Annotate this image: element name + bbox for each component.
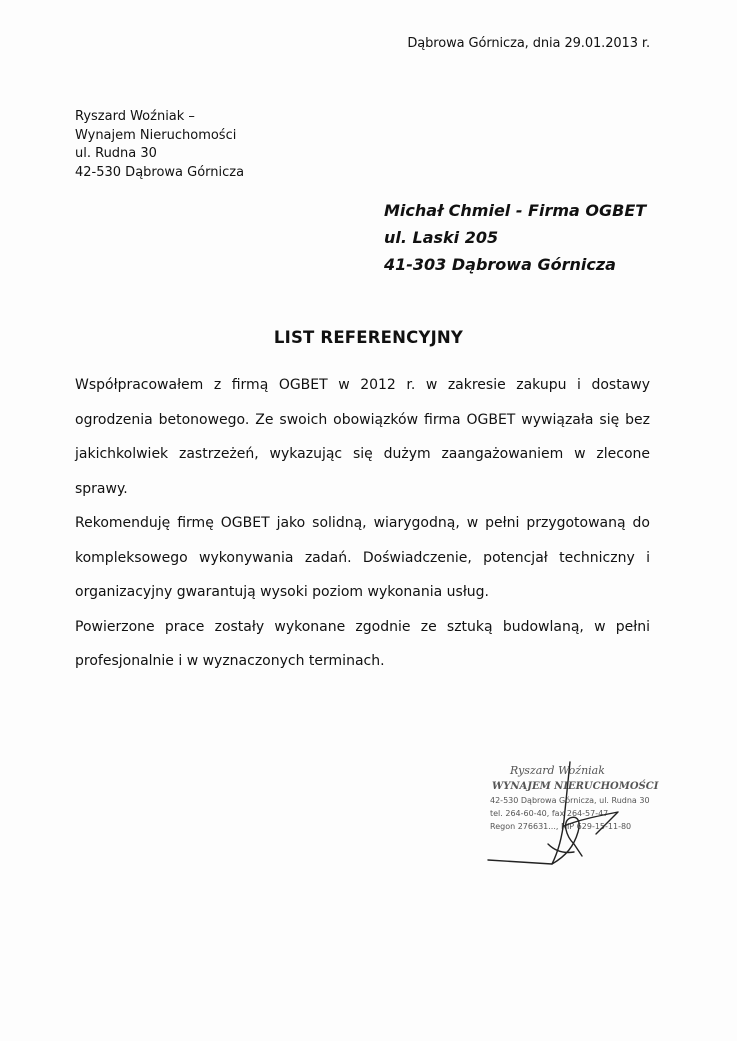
- paragraph-cooperation: Współpracowałem z firmą OGBET w 2012 r. w zakresie zakupu i dostawy ogrodzenia betonowego. Ze swoich obowiązków firma OGBET wywiązała się bez jakichkolwiek zastrzeżeń, wykazując się dużym zaangażowaniem w zlecone sprawy.: [75, 377, 650, 497]
- stamp-line-name: Ryszard Woźniak: [510, 764, 605, 777]
- date-line: Dąbrowa Górnicza, dnia 29.01.2013 r.: [407, 36, 650, 51]
- stamp-line-regon: Regon 276631..., NIP 629-15-11-80: [490, 822, 632, 831]
- sender-company: Wynajem Nieruchomości: [75, 127, 237, 143]
- sender-name: Ryszard Woźniak –: [75, 109, 195, 124]
- paragraph-quality: Powierzone prace zostały wykonane zgodnie ze sztuką budowlaną, w pełni profesjonalnie i w wyznaczonych terminach.: [75, 618, 650, 669]
- recipient-name: Michał Chmiel - Firma OGBET: [384, 201, 647, 220]
- sender-city: 42-530 Dąbrowa Górnicza: [75, 164, 245, 180]
- stamp-line-company: WYNAJEM NIERUCHOMOŚCI: [492, 781, 659, 792]
- recipient-street: ul. Laski 205: [384, 228, 499, 247]
- recipient-address: [384, 197, 646, 278]
- stamp-graphic: [478, 760, 678, 880]
- paragraph-recommendation: Rekomenduję firmę OGBET jako solidną, wiarygodną, w pełni przygotowaną do kompleksowego wykonywania zadań. Doświadczenie, potencjał techniczny i organizacyjny gwarantują wysoki poziom wykonania usług.: [75, 515, 650, 600]
- company-stamp-with-signature: [478, 760, 678, 880]
- sender-address: [75, 108, 244, 182]
- stamp-line-phone: tel. 264-60-40, fax 264-57-47: [490, 809, 609, 818]
- letter-body: [75, 368, 650, 679]
- recipient-city: 41-303 Dąbrowa Górnicza: [384, 255, 616, 274]
- stamp-line-address: 42-530 Dąbrowa Górnicza, ul. Rudna 30: [490, 796, 650, 805]
- document-title: LIST REFERENCYJNY: [273, 328, 464, 347]
- sender-street: ul. Rudna 30: [75, 146, 157, 161]
